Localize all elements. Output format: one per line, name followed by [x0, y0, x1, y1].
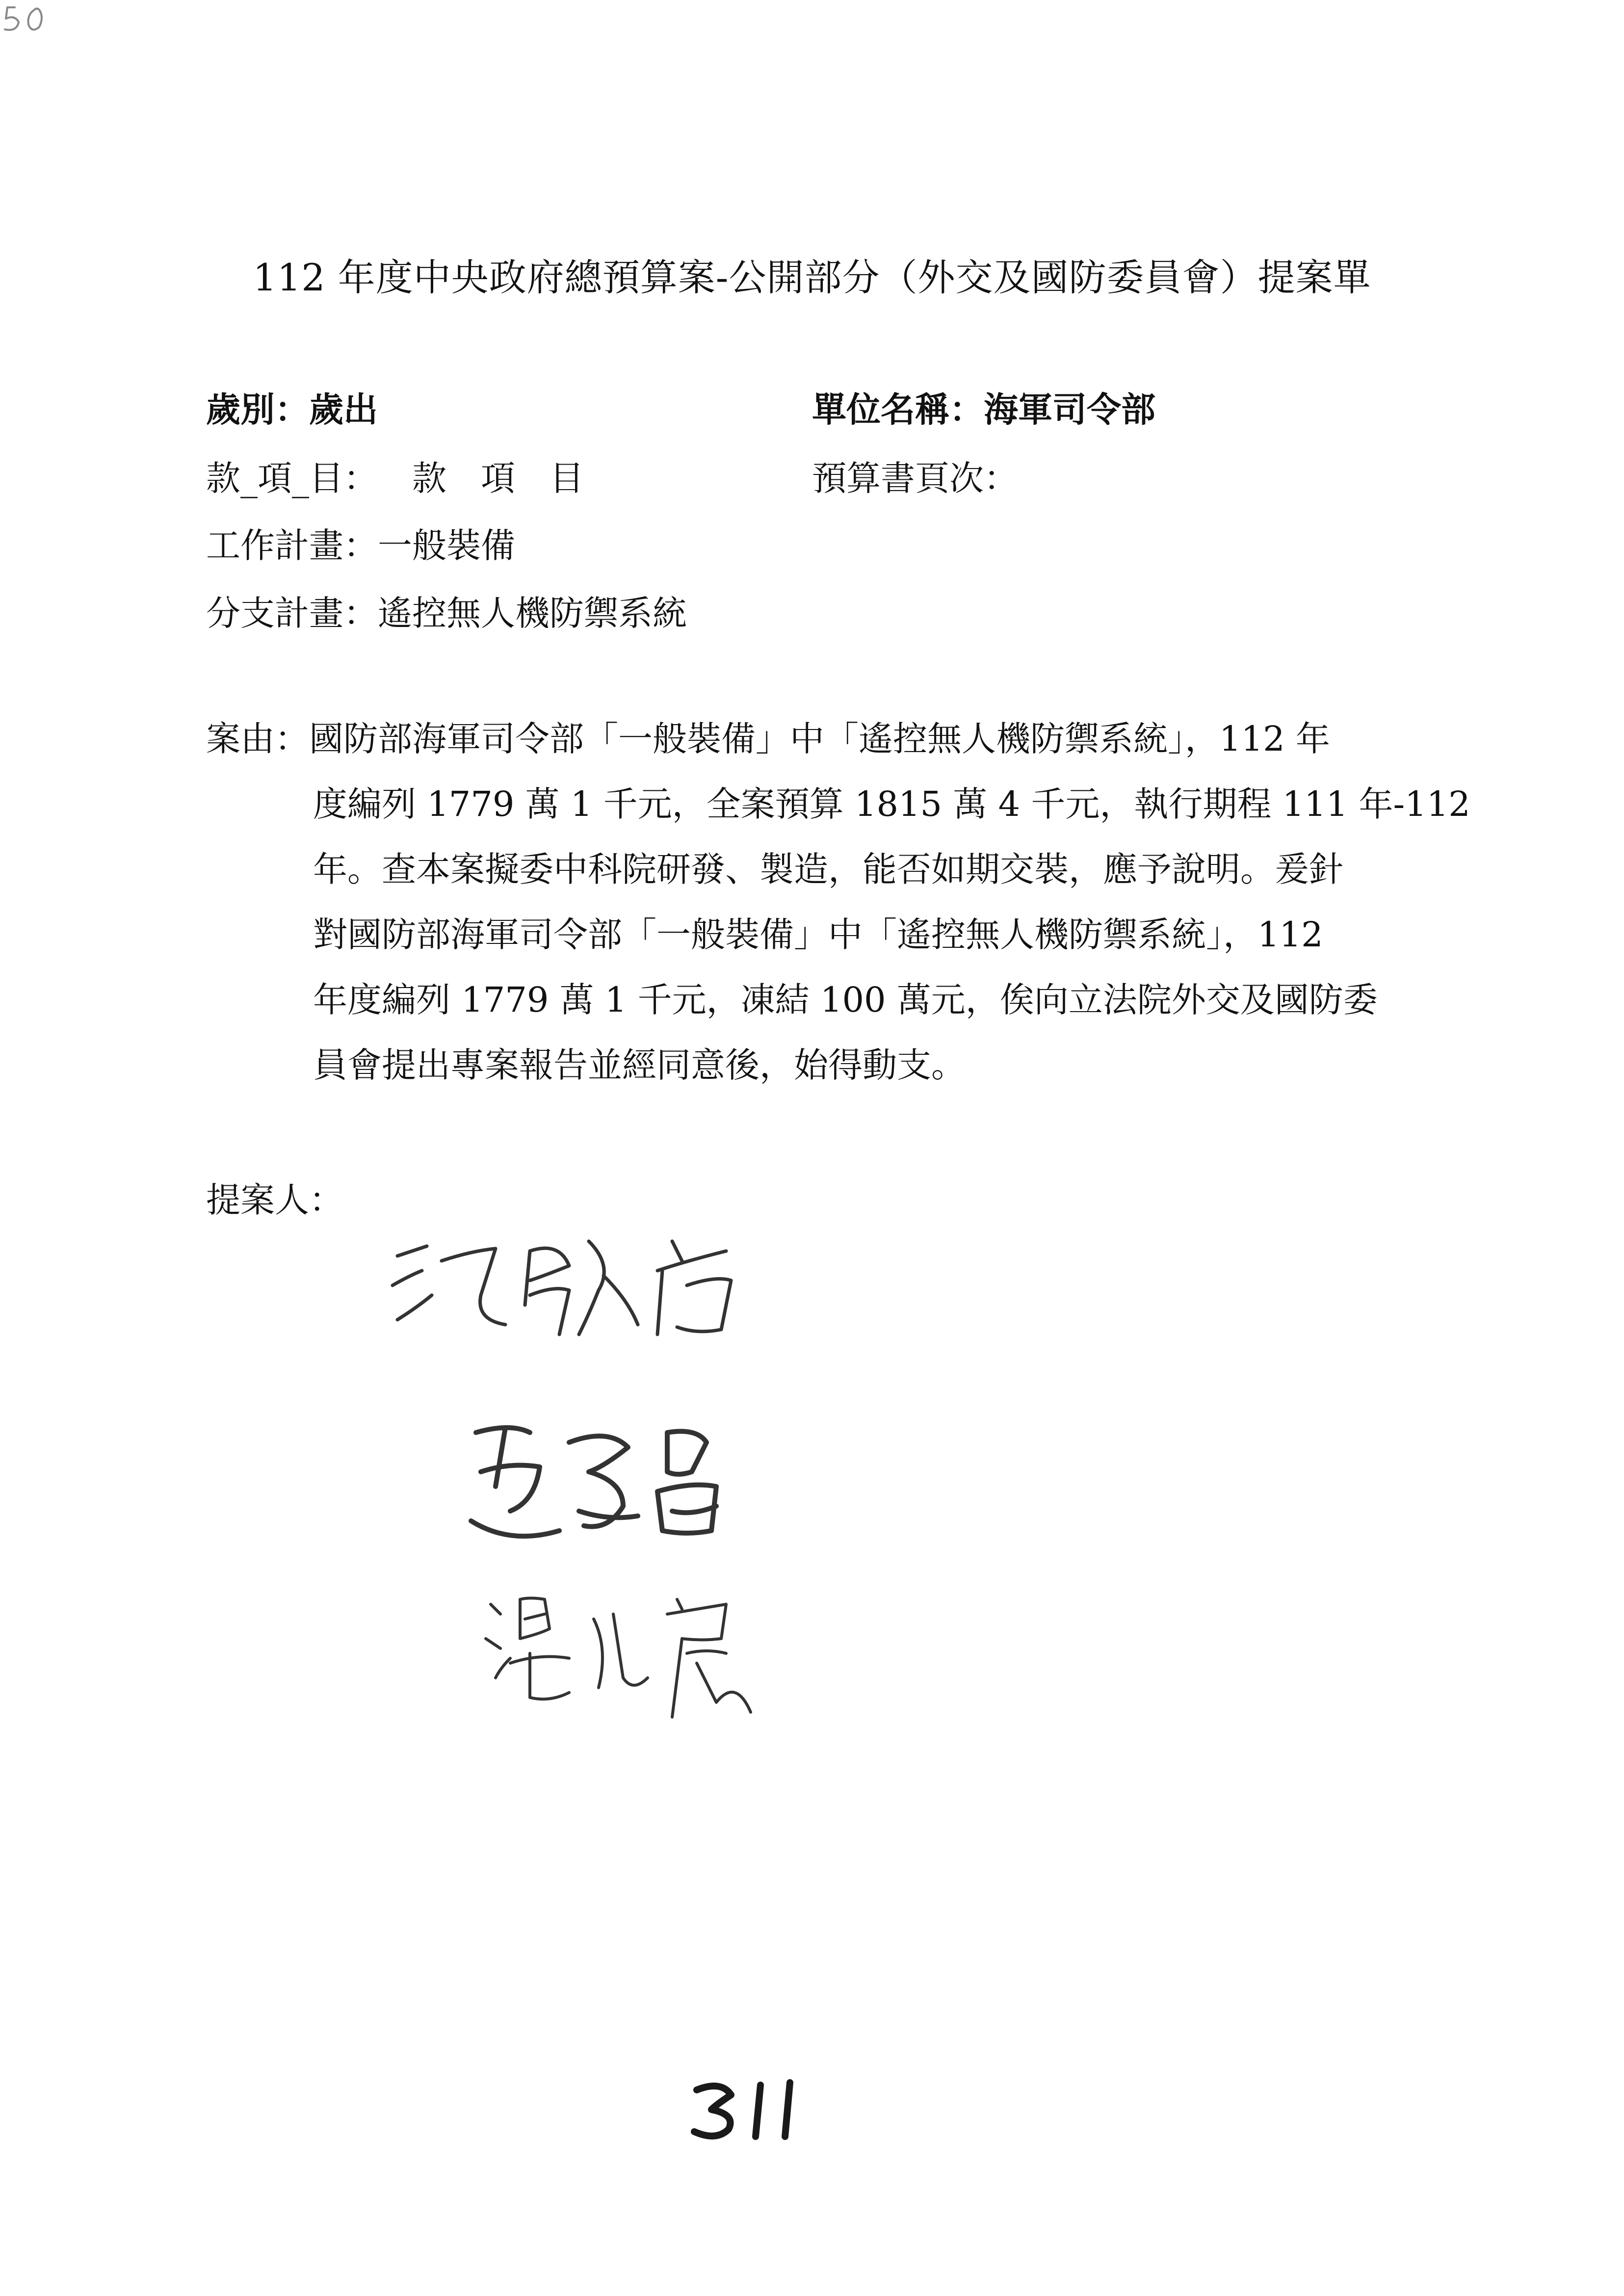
signature-2	[461, 1413, 775, 1560]
reason-line-4: 對國防部海軍司令部「一般裝備」中「遙控無人機防禦系統」，112	[313, 914, 1323, 955]
unit-field	[812, 390, 1155, 429]
work-plan-label: 工作計畫：	[206, 525, 378, 566]
page-ref-label: 預算書頁次：	[812, 458, 1018, 498]
category-field	[206, 390, 378, 429]
category-label: 歲別：	[206, 389, 309, 430]
reason-line-2: 度編列 1779 萬 1 千元，全案預算 1815 萬 4 千元，執行期程 111 年-112	[313, 784, 1470, 824]
signature-3	[481, 1580, 795, 1727]
reason-line-6: 員會提出專案報告並經同意後，始得動支。	[313, 1045, 966, 1085]
item-value: 款 項 目	[412, 458, 584, 498]
page-ref-field	[812, 459, 1018, 498]
category-value: 歲出	[309, 389, 378, 430]
sub-plan-field	[206, 594, 687, 633]
document-title: 112 年度中央政府總預算案-公開部分（外交及國防委員會）提案單	[253, 256, 1371, 299]
signature-1	[383, 1222, 795, 1349]
reason-line-3: 年。查本案擬委中科院研發、製造，能否如期交裝，應予說明。爰針	[313, 849, 1343, 889]
sub-plan-value: 遙控無人機防禦系統	[378, 593, 687, 633]
item-label: 款_項_目：	[206, 458, 378, 498]
reason-block	[206, 706, 1470, 1098]
reason-line-5: 年度編列 1779 萬 1 千元，凍結 100 萬元，俟向立法院外交及國防委	[313, 980, 1378, 1020]
proposer-label: 提案人：	[206, 1180, 343, 1220]
unit-label: 單位名稱：	[812, 389, 984, 430]
sub-plan-label: 分支計畫：	[206, 593, 378, 633]
work-plan-field	[206, 526, 515, 565]
unit-value: 海軍司令部	[984, 389, 1155, 430]
handwritten-page-number	[687, 2075, 814, 2149]
reason-text-1: 國防部海軍司令部「一般裝備」中「遙控無人機防禦系統」，112 年	[309, 719, 1330, 759]
work-plan-value: 一般裝備	[378, 525, 515, 566]
item-field	[206, 459, 584, 498]
corner-page-number	[0, 0, 59, 39]
reason-line-1	[206, 706, 1462, 772]
reason-label: 案由：	[206, 719, 309, 759]
